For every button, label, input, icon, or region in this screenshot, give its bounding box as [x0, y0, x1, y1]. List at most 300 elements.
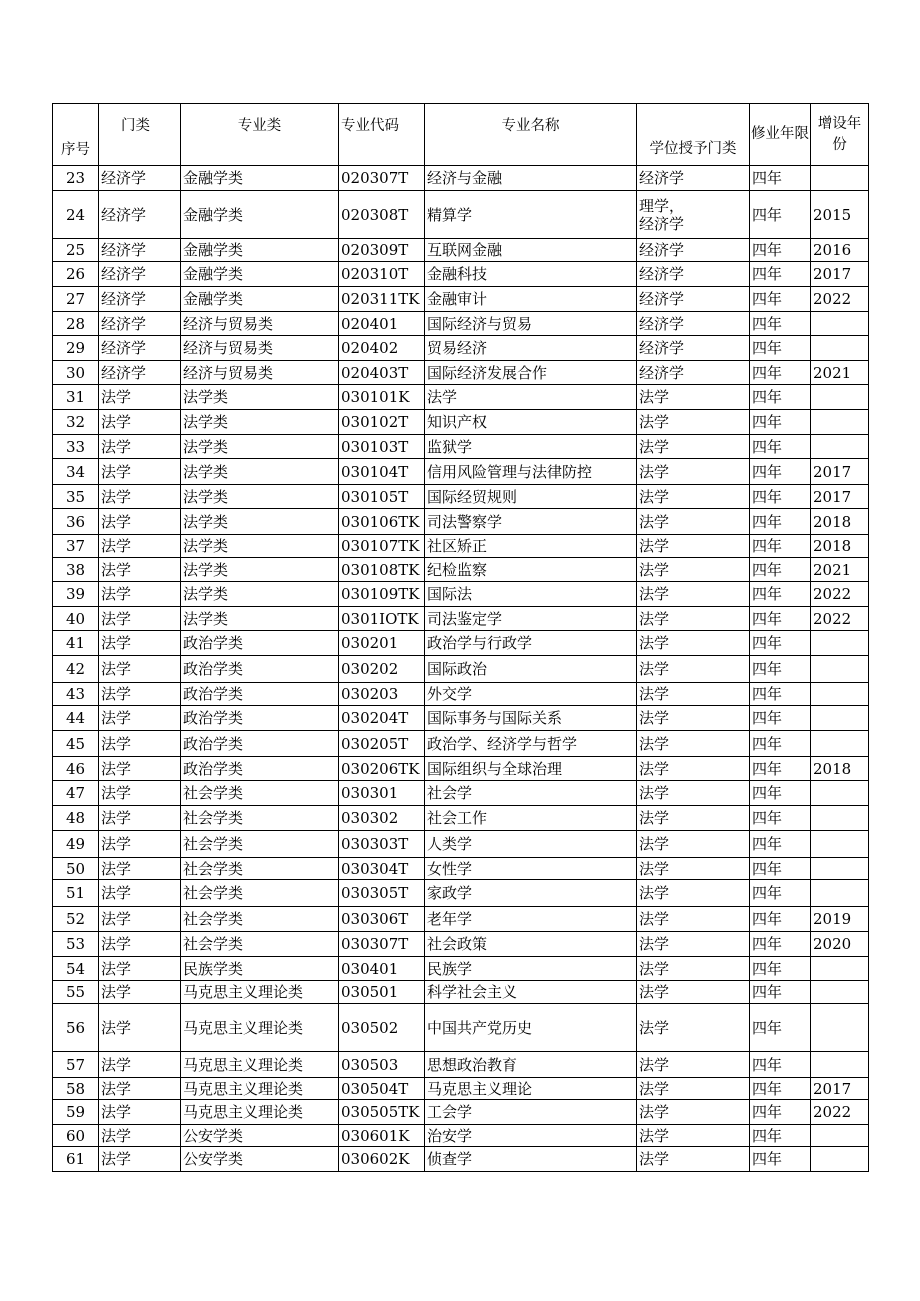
cell-degree: 法学	[637, 907, 750, 932]
cell-year: 2020	[811, 932, 869, 957]
cell-seq: 53	[53, 932, 99, 957]
table-row	[53, 191, 869, 239]
table-row	[53, 1147, 869, 1172]
table-row	[53, 239, 869, 262]
cell-duration: 四年	[750, 932, 811, 957]
cell-duration: 四年	[750, 706, 811, 731]
cell-seq: 28	[53, 312, 99, 336]
cell-name: 中国共产党历史	[425, 1004, 637, 1052]
cell-duration: 四年	[750, 166, 811, 191]
table-row	[53, 631, 869, 656]
cell-name: 科学社会主义	[425, 981, 637, 1004]
cell-seq: 59	[53, 1100, 99, 1125]
cell-duration: 四年	[750, 806, 811, 831]
cell-year: 2021	[811, 361, 869, 385]
cell-degree: 法学	[637, 656, 750, 683]
cell-code: 030206TK	[339, 757, 425, 781]
cell-category: 法学	[99, 806, 181, 831]
cell-class: 法学类	[181, 485, 339, 509]
table-row	[53, 731, 869, 757]
cell-name: 国际政治	[425, 656, 637, 683]
cell-class: 金融学类	[181, 191, 339, 239]
cell-degree: 经济学	[637, 312, 750, 336]
cell-degree: 法学	[637, 558, 750, 582]
cell-code: 030202	[339, 656, 425, 683]
cell-seq: 55	[53, 981, 99, 1004]
cell-year: 2021	[811, 558, 869, 582]
cell-degree: 法学	[637, 385, 750, 410]
cell-category: 法学	[99, 932, 181, 957]
cell-duration: 四年	[750, 1100, 811, 1125]
cell-year: 2018	[811, 757, 869, 781]
cell-class: 政治学类	[181, 683, 339, 706]
cell-seq: 33	[53, 435, 99, 459]
cell-year: 2018	[811, 535, 869, 558]
cell-category: 法学	[99, 1100, 181, 1125]
cell-duration: 四年	[750, 880, 811, 907]
cell-duration: 四年	[750, 582, 811, 607]
cell-seq: 23	[53, 166, 99, 191]
cell-duration: 四年	[750, 535, 811, 558]
cell-duration: 四年	[750, 262, 811, 287]
cell-class: 法学类	[181, 535, 339, 558]
cell-class: 马克思主义理论类	[181, 981, 339, 1004]
cell-code: 030503	[339, 1052, 425, 1078]
cell-code: 030602K	[339, 1147, 425, 1172]
cell-year	[811, 683, 869, 706]
cell-degree: 经济学	[637, 262, 750, 287]
cell-duration: 四年	[750, 731, 811, 757]
cell-class: 马克思主义理论类	[181, 1052, 339, 1078]
cell-code: 030301	[339, 781, 425, 806]
cell-category: 法学	[99, 509, 181, 535]
table-row	[53, 166, 869, 191]
cell-name: 互联网金融	[425, 239, 637, 262]
cell-category: 法学	[99, 459, 181, 485]
cell-degree: 法学	[637, 932, 750, 957]
cell-duration: 四年	[750, 957, 811, 981]
cell-year	[811, 312, 869, 336]
table-row	[53, 485, 869, 509]
cell-class: 政治学类	[181, 656, 339, 683]
cell-year	[811, 631, 869, 656]
cell-class: 社会学类	[181, 880, 339, 907]
cell-category: 法学	[99, 582, 181, 607]
cell-category: 经济学	[99, 336, 181, 361]
cell-class: 民族学类	[181, 957, 339, 981]
cell-code: 030307T	[339, 932, 425, 957]
cell-name: 社会工作	[425, 806, 637, 831]
cell-year	[811, 1004, 869, 1052]
cell-name: 国际经济发展合作	[425, 361, 637, 385]
cell-name: 信用风险管理与法律防控	[425, 459, 637, 485]
cell-degree: 法学	[637, 831, 750, 858]
table-row	[53, 957, 869, 981]
cell-year	[811, 806, 869, 831]
cell-code: 030401	[339, 957, 425, 981]
cell-duration: 四年	[750, 1004, 811, 1052]
cell-name: 工会学	[425, 1100, 637, 1125]
cell-category: 法学	[99, 781, 181, 806]
cell-duration: 四年	[750, 485, 811, 509]
cell-year: 2018	[811, 509, 869, 535]
cell-duration: 四年	[750, 831, 811, 858]
cell-degree: 法学	[637, 683, 750, 706]
cell-name: 经济与金融	[425, 166, 637, 191]
cell-duration: 四年	[750, 607, 811, 631]
cell-code: 020309T	[339, 239, 425, 262]
cell-code: 0301IOTK	[339, 607, 425, 631]
table-row	[53, 706, 869, 731]
cell-class: 金融学类	[181, 287, 339, 312]
cell-seq: 58	[53, 1078, 99, 1100]
table-row	[53, 509, 869, 535]
cell-category: 法学	[99, 831, 181, 858]
cell-name: 国际事务与国际关系	[425, 706, 637, 731]
cell-duration: 四年	[750, 1078, 811, 1100]
cell-name: 外交学	[425, 683, 637, 706]
cell-name: 女性学	[425, 858, 637, 880]
cell-code: 030305T	[339, 880, 425, 907]
cell-code: 030104T	[339, 459, 425, 485]
cell-class: 马克思主义理论类	[181, 1078, 339, 1100]
cell-year: 2017	[811, 459, 869, 485]
cell-class: 法学类	[181, 558, 339, 582]
cell-duration: 四年	[750, 287, 811, 312]
cell-category: 经济学	[99, 262, 181, 287]
cell-category: 经济学	[99, 166, 181, 191]
cell-degree: 法学	[637, 607, 750, 631]
cell-seq: 35	[53, 485, 99, 509]
header-name: 专业名称	[425, 104, 637, 166]
cell-name: 国际组织与全球治理	[425, 757, 637, 781]
cell-class: 社会学类	[181, 907, 339, 932]
cell-code: 030103T	[339, 435, 425, 459]
cell-name: 法学	[425, 385, 637, 410]
cell-class: 法学类	[181, 582, 339, 607]
cell-class: 公安学类	[181, 1147, 339, 1172]
cell-degree: 法学	[637, 731, 750, 757]
cell-code: 030304T	[339, 858, 425, 880]
table-row	[53, 981, 869, 1004]
table-row	[53, 907, 869, 932]
cell-category: 法学	[99, 485, 181, 509]
cell-category: 法学	[99, 656, 181, 683]
cell-seq: 51	[53, 880, 99, 907]
cell-name: 侦查学	[425, 1147, 637, 1172]
cell-year: 2016	[811, 239, 869, 262]
cell-duration: 四年	[750, 361, 811, 385]
cell-class: 经济与贸易类	[181, 336, 339, 361]
table-row	[53, 656, 869, 683]
cell-name: 思想政治教育	[425, 1052, 637, 1078]
cell-class: 法学类	[181, 509, 339, 535]
cell-year	[811, 981, 869, 1004]
cell-name: 社会学	[425, 781, 637, 806]
cell-year: 2017	[811, 262, 869, 287]
cell-degree: 法学	[637, 1100, 750, 1125]
cell-year: 2015	[811, 191, 869, 239]
cell-category: 法学	[99, 1078, 181, 1100]
cell-duration: 四年	[750, 435, 811, 459]
cell-category: 法学	[99, 410, 181, 435]
cell-seq: 31	[53, 385, 99, 410]
cell-year: 2022	[811, 1100, 869, 1125]
table-row	[53, 410, 869, 435]
cell-seq: 45	[53, 731, 99, 757]
cell-class: 法学类	[181, 385, 339, 410]
cell-code: 020403T	[339, 361, 425, 385]
cell-class: 政治学类	[181, 757, 339, 781]
cell-year: 2017	[811, 485, 869, 509]
table-row	[53, 1078, 869, 1100]
cell-degree: 法学	[637, 582, 750, 607]
cell-year	[811, 1052, 869, 1078]
header-row	[53, 104, 869, 166]
cell-category: 法学	[99, 435, 181, 459]
cell-year	[811, 858, 869, 880]
cell-year	[811, 731, 869, 757]
cell-category: 法学	[99, 858, 181, 880]
cell-duration: 四年	[750, 410, 811, 435]
cell-year	[811, 1147, 869, 1172]
cell-class: 社会学类	[181, 781, 339, 806]
cell-year	[811, 385, 869, 410]
cell-degree: 法学	[637, 880, 750, 907]
cell-class: 公安学类	[181, 1125, 339, 1147]
header-class: 专业类	[181, 104, 339, 166]
table-row	[53, 1125, 869, 1147]
cell-category: 法学	[99, 1052, 181, 1078]
table-row	[53, 806, 869, 831]
table-row	[53, 880, 869, 907]
cell-degree: 法学	[637, 757, 750, 781]
header-seq: 序号	[53, 104, 99, 166]
cell-category: 经济学	[99, 239, 181, 262]
cell-category: 法学	[99, 1147, 181, 1172]
cell-seq: 57	[53, 1052, 99, 1078]
cell-seq: 41	[53, 631, 99, 656]
cell-category: 法学	[99, 607, 181, 631]
cell-code: 030601K	[339, 1125, 425, 1147]
cell-seq: 61	[53, 1147, 99, 1172]
cell-seq: 54	[53, 957, 99, 981]
cell-class: 社会学类	[181, 932, 339, 957]
cell-year	[811, 831, 869, 858]
cell-duration: 四年	[750, 191, 811, 239]
cell-class: 经济与贸易类	[181, 312, 339, 336]
cell-seq: 52	[53, 907, 99, 932]
header-category: 门类	[99, 104, 181, 166]
cell-category: 法学	[99, 558, 181, 582]
cell-code: 020307T	[339, 166, 425, 191]
cell-code: 030201	[339, 631, 425, 656]
table-body	[53, 166, 869, 1172]
cell-code: 030303T	[339, 831, 425, 858]
cell-code: 030101K	[339, 385, 425, 410]
cell-code: 030107TK	[339, 535, 425, 558]
cell-seq: 43	[53, 683, 99, 706]
cell-code: 030501	[339, 981, 425, 1004]
cell-category: 法学	[99, 981, 181, 1004]
cell-seq: 50	[53, 858, 99, 880]
cell-degree: 经济学	[637, 239, 750, 262]
cell-degree: 理学， 经济学	[637, 191, 750, 239]
cell-category: 法学	[99, 535, 181, 558]
cell-code: 020310T	[339, 262, 425, 287]
table-row	[53, 932, 869, 957]
cell-class: 金融学类	[181, 166, 339, 191]
cell-duration: 四年	[750, 683, 811, 706]
cell-code: 030302	[339, 806, 425, 831]
cell-duration: 四年	[750, 239, 811, 262]
cell-degree: 法学	[637, 781, 750, 806]
cell-degree: 法学	[637, 631, 750, 656]
cell-degree: 法学	[637, 1052, 750, 1078]
cell-duration: 四年	[750, 385, 811, 410]
cell-class: 法学类	[181, 435, 339, 459]
cell-degree: 经济学	[637, 166, 750, 191]
cell-degree: 法学	[637, 485, 750, 509]
table-row	[53, 535, 869, 558]
cell-name: 政治学与行政学	[425, 631, 637, 656]
table-row	[53, 757, 869, 781]
cell-seq: 34	[53, 459, 99, 485]
cell-duration: 四年	[750, 757, 811, 781]
table-row	[53, 287, 869, 312]
cell-code: 030204T	[339, 706, 425, 731]
cell-duration: 四年	[750, 459, 811, 485]
cell-name: 纪检监察	[425, 558, 637, 582]
cell-name: 国际法	[425, 582, 637, 607]
cell-class: 政治学类	[181, 706, 339, 731]
cell-year: 2022	[811, 287, 869, 312]
cell-name: 司法鉴定学	[425, 607, 637, 631]
cell-seq: 32	[53, 410, 99, 435]
cell-duration: 四年	[750, 858, 811, 880]
cell-class: 马克思主义理论类	[181, 1100, 339, 1125]
cell-code: 030102T	[339, 410, 425, 435]
cell-class: 政治学类	[181, 731, 339, 757]
cell-name: 政治学、经济学与哲学	[425, 731, 637, 757]
cell-year	[811, 656, 869, 683]
cell-degree: 法学	[637, 509, 750, 535]
cell-degree: 法学	[637, 1004, 750, 1052]
cell-class: 社会学类	[181, 806, 339, 831]
cell-seq: 46	[53, 757, 99, 781]
majors-table	[52, 103, 869, 1172]
cell-class: 法学类	[181, 410, 339, 435]
cell-name: 老年学	[425, 907, 637, 932]
table-row	[53, 781, 869, 806]
cell-year: 2022	[811, 582, 869, 607]
cell-category: 法学	[99, 1004, 181, 1052]
cell-name: 国际经贸规则	[425, 485, 637, 509]
header-degree: 学位授予门类	[637, 104, 750, 166]
cell-seq: 37	[53, 535, 99, 558]
header-year: 增设年份	[811, 104, 869, 166]
table-row	[53, 858, 869, 880]
cell-year	[811, 410, 869, 435]
cell-seq: 56	[53, 1004, 99, 1052]
cell-duration: 四年	[750, 981, 811, 1004]
cell-category: 法学	[99, 683, 181, 706]
cell-year	[811, 706, 869, 731]
cell-category: 法学	[99, 957, 181, 981]
cell-seq: 25	[53, 239, 99, 262]
cell-duration: 四年	[750, 509, 811, 535]
cell-year	[811, 336, 869, 361]
cell-name: 金融审计	[425, 287, 637, 312]
cell-category: 法学	[99, 631, 181, 656]
cell-code: 030502	[339, 1004, 425, 1052]
table-row	[53, 361, 869, 385]
cell-category: 经济学	[99, 361, 181, 385]
cell-name: 治安学	[425, 1125, 637, 1147]
cell-seq: 48	[53, 806, 99, 831]
cell-degree: 经济学	[637, 287, 750, 312]
cell-category: 法学	[99, 385, 181, 410]
table-row	[53, 336, 869, 361]
cell-duration: 四年	[750, 558, 811, 582]
cell-name: 知识产权	[425, 410, 637, 435]
cell-seq: 30	[53, 361, 99, 385]
cell-class: 法学类	[181, 459, 339, 485]
cell-name: 社会政策	[425, 932, 637, 957]
cell-seq: 24	[53, 191, 99, 239]
cell-name: 精算学	[425, 191, 637, 239]
cell-code: 020402	[339, 336, 425, 361]
cell-degree: 法学	[637, 981, 750, 1004]
cell-category: 法学	[99, 880, 181, 907]
header-code: 专业代码	[339, 104, 425, 166]
cell-duration: 四年	[750, 907, 811, 932]
cell-duration: 四年	[750, 781, 811, 806]
cell-year	[811, 880, 869, 907]
table-row	[53, 312, 869, 336]
cell-category: 法学	[99, 706, 181, 731]
cell-seq: 29	[53, 336, 99, 361]
cell-code: 030505TK	[339, 1100, 425, 1125]
cell-degree: 法学	[637, 1125, 750, 1147]
cell-category: 经济学	[99, 191, 181, 239]
cell-name: 司法警察学	[425, 509, 637, 535]
cell-category: 法学	[99, 757, 181, 781]
cell-name: 人类学	[425, 831, 637, 858]
cell-name: 马克思主义理论	[425, 1078, 637, 1100]
cell-degree: 法学	[637, 806, 750, 831]
cell-seq: 27	[53, 287, 99, 312]
cell-year	[811, 781, 869, 806]
cell-class: 法学类	[181, 607, 339, 631]
cell-code: 020401	[339, 312, 425, 336]
cell-category: 法学	[99, 907, 181, 932]
cell-code: 030109TK	[339, 582, 425, 607]
cell-seq: 26	[53, 262, 99, 287]
cell-year: 2017	[811, 1078, 869, 1100]
cell-year: 2019	[811, 907, 869, 932]
cell-degree: 经济学	[637, 336, 750, 361]
table-row	[53, 607, 869, 631]
cell-name: 金融科技	[425, 262, 637, 287]
cell-duration: 四年	[750, 312, 811, 336]
cell-seq: 44	[53, 706, 99, 731]
cell-duration: 四年	[750, 1147, 811, 1172]
table-row	[53, 385, 869, 410]
cell-category: 法学	[99, 731, 181, 757]
cell-degree: 法学	[637, 858, 750, 880]
cell-code: 030106TK	[339, 509, 425, 535]
